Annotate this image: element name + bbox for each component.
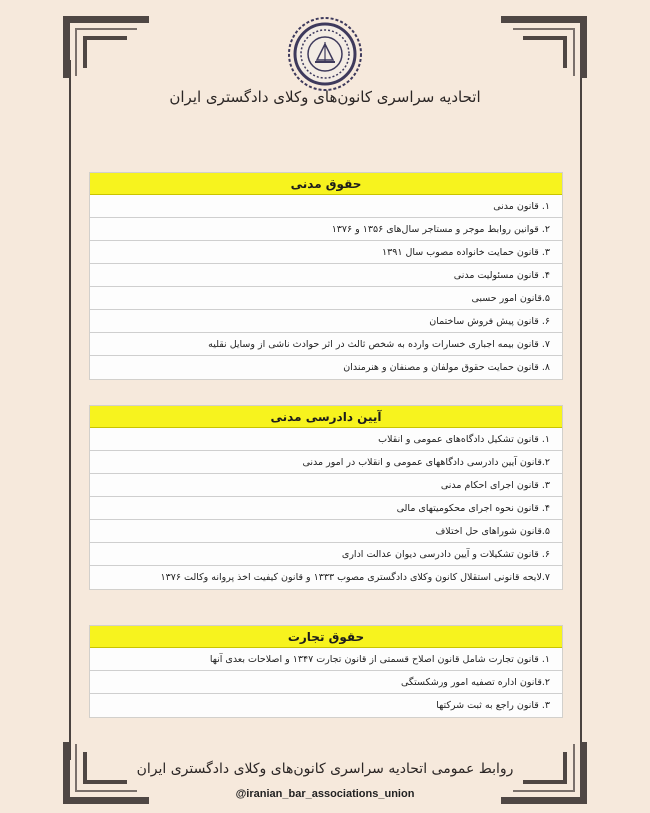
- list-item: ۵.قانون امور حسبی: [90, 287, 562, 310]
- section-civil-procedure: [89, 405, 563, 590]
- list-item: ۴. قانون نحوه اجرای محکومیتهای مالی: [90, 497, 562, 520]
- footer-title: روابط عمومی اتحادیه سراسری کانون‌های وکلای دادگستری ایران: [136, 761, 514, 777]
- organization-title: اتحادیه سراسری کانون‌های وکلای دادگستری ایران: [169, 88, 481, 106]
- list-item: ۲.قانون آیین دادرسی دادگاههای عمومی و انقلاب در امور مدنی: [90, 451, 562, 474]
- list-item: ۵.قانون شوراهای حل اختلاف: [90, 520, 562, 543]
- list-item: ۶. قانون پیش فروش ساختمان: [90, 310, 562, 333]
- list-item: ۱. قانون مدنی: [90, 195, 562, 218]
- section-commercial-law: [89, 625, 563, 718]
- section-header: حقوق تجارت: [90, 626, 562, 648]
- section-header: حقوق مدنی: [90, 173, 562, 195]
- list-item: ۴. قانون مسئولیت مدنی: [90, 264, 562, 287]
- list-item: ۸. قانون حمایت حقوق مولفان و مصنفان و هنرمندان: [90, 356, 562, 379]
- list-item: ۶. قانون تشکیلات و آیین دادرسی دیوان عدالت اداری: [90, 543, 562, 566]
- list-item: ۲. قوانین روابط موجر و مستاجر سال‌های ۱۳۵۶ و ۱۳۷۶: [90, 218, 562, 241]
- section-civil-law: [89, 172, 563, 380]
- list-item: ۱. قانون تجارت شامل قانون اصلاح قسمتی از قانون تجارت ۱۳۴۷ و اصلاحات بعدی آنها: [90, 648, 562, 671]
- bar-association-emblem-icon: [287, 16, 363, 92]
- list-item: ۳. قانون راجع به ثبت شرکتها: [90, 694, 562, 717]
- frame-corner-top-right: [497, 16, 587, 96]
- list-item: ۱. قانون تشکیل دادگاه‌های عمومی و انقلاب: [90, 428, 562, 451]
- frame-corner-top-left: [63, 16, 153, 96]
- list-item: ۳. قانون اجرای احکام مدنی: [90, 474, 562, 497]
- social-handle: @iranian_bar_associations_union: [235, 788, 415, 800]
- section-header: آیین دادرسی مدنی: [90, 406, 562, 428]
- list-item: ۷. قانون بیمه اجباری خسارات وارده به شخص ثالث در اثر حوادث ناشی از وسایل نقلیه: [90, 333, 562, 356]
- list-item: ۷.لایحه قانونی استقلال کانون وکلای دادگستری مصوب ۱۳۳۳ و قانون کیفیت اخذ پروانه وکالت ۱۳۷۶: [90, 566, 562, 589]
- list-item: ۲.قانون اداره تصفیه امور ورشکستگی: [90, 671, 562, 694]
- frame-right-line: [580, 60, 582, 760]
- list-item: ۳. قانون حمایت خانواده مصوب سال ۱۳۹۱: [90, 241, 562, 264]
- frame-left-line: [69, 60, 71, 760]
